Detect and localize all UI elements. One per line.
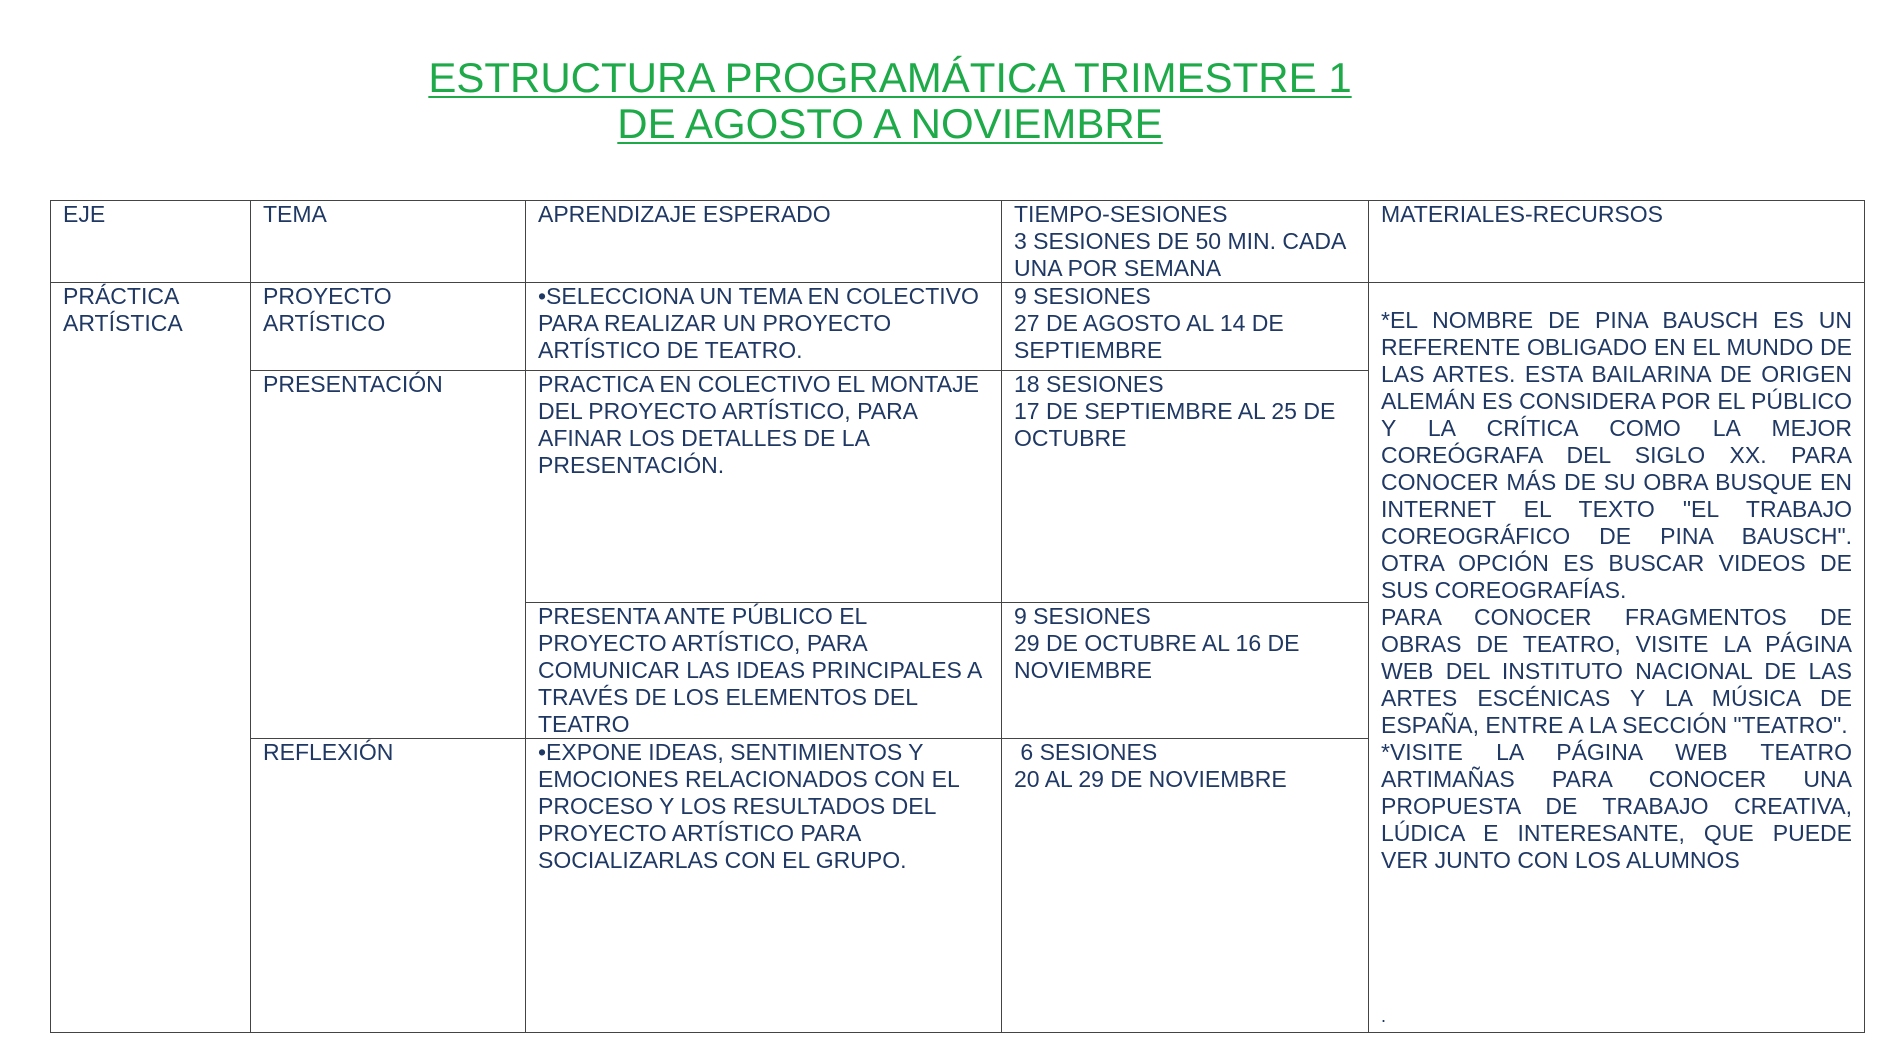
sesiones-count: 9 SESIONES (1014, 603, 1151, 629)
sesiones-dates: 17 DE SEPTIEMBRE AL 25 DE OCTUBRE (1014, 398, 1336, 451)
header-tiempo (1002, 201, 1369, 283)
tiempo-cell (1002, 371, 1369, 603)
aprendizaje-cell: PRESENTA ANTE PÚBLICO EL PROYECTO ARTÍSTICO, PARA COMUNICAR LAS IDEAS PRINCIPALES A TRAVÉS DE LOS ELEMENTOS DEL TEATRO (526, 603, 1002, 739)
eje-cell: PRÁCTICA ARTÍSTICA (51, 283, 251, 1033)
sesiones-dates: 27 DE AGOSTO AL 14 DE SEPTIEMBRE (1014, 310, 1284, 363)
tema-cell: PRESENTACIÓN (251, 371, 526, 739)
tema-cell: REFLEXIÓN (251, 739, 526, 1033)
materiales-paragraph: *EL NOMBRE DE PINA BAUSCH ES UN REFERENTE OBLIGADO EN EL MUNDO DE LAS ARTES. ESTA BAILARINA DE ORIGEN ALEMÁN ES CONSIDERA POR EL PÚBLICO Y LA CRÍTICA COMO LA MEJOR COREÓGRAFA DEL SIGLO XX. PARA CONOCER MÁS DE SU OBRA BUSQUE EN INTERNET EL TEXTO "EL TRABAJO COREOGRÁFICO DE PINA BAUSCH". OTRA OPCIÓN ES BUSCAR VIDEOS DE SUS COREOGRAFÍAS. (1381, 307, 1852, 603)
materiales-paragraph: *VISITE LA PÁGINA WEB TEATRO ARTIMAÑAS PARA CONOCER UNA PROPUESTA DE TRABAJO CREATIVA, LÚDICA E INTERESANTE, QUE PUEDE VER JUNTO CON LOS ALUMNOS (1381, 739, 1852, 873)
materiales-cell (1369, 283, 1865, 1033)
sesiones-dates: 20 AL 29 DE NOVIEMBRE (1014, 766, 1287, 792)
tiempo-cell (1002, 283, 1369, 371)
materiales-paragraph: PARA CONOCER FRAGMENTOS DE OBRAS DE TEATRO, VISITE LA PÁGINA WEB DEL INSTITUTO NACIONAL DE LAS ARTES ESCÉNICAS Y LA MÚSICA DE ESPAÑA, ENTRE A LA SECCIÓN "TEATRO". (1381, 604, 1852, 738)
header-materiales: MATERIALES-RECURSOS (1369, 201, 1865, 283)
aprendizaje-cell: •SELECCIONA UN TEMA EN COLECTIVO PARA REALIZAR UN PROYECTO ARTÍSTICO DE TEATRO. (526, 283, 1002, 371)
document-title (0, 55, 1780, 147)
header-eje: EJE (51, 201, 251, 283)
sesiones-count: 9 SESIONES (1014, 283, 1151, 309)
tiempo-cell (1002, 603, 1369, 739)
header-tiempo-detail: 3 SESIONES DE 50 MIN. CADA UNA POR SEMANA (1014, 228, 1346, 281)
sesiones-count: 18 SESIONES (1014, 371, 1164, 397)
header-row (51, 201, 1865, 283)
title-line-2: DE AGOSTO A NOVIEMBRE (617, 100, 1163, 147)
aprendizaje-cell: PRACTICA EN COLECTIVO EL MONTAJE DEL PROYECTO ARTÍSTICO, PARA AFINAR LOS DETALLES DE LA PRESENTACIÓN. (526, 371, 1002, 603)
header-tema: TEMA (251, 201, 526, 283)
header-aprendizaje: APRENDIZAJE ESPERADO (526, 201, 1002, 283)
sesiones-dates: 29 DE OCTUBRE AL 16 DE NOVIEMBRE (1014, 630, 1300, 683)
table-row (51, 283, 1865, 371)
sesiones-count: 6 SESIONES (1014, 739, 1158, 765)
tema-cell: PROYECTO ARTÍSTICO (251, 283, 526, 371)
title-line-1: ESTRUCTURA PROGRAMÁTICA TRIMESTRE 1 (428, 54, 1352, 101)
aprendizaje-cell: •EXPONE IDEAS, SENTIMIENTOS Y EMOCIONES RELACIONADOS CON EL PROCESO Y LOS RESULTADOS DEL PROYECTO ARTÍSTICO PARA SOCIALIZARLAS CON EL GRUPO. (526, 739, 1002, 1033)
tiempo-cell (1002, 739, 1369, 1033)
program-table (50, 200, 1865, 1033)
trailing-mark: . (1381, 1006, 1387, 1026)
header-tiempo-title: TIEMPO-SESIONES (1014, 201, 1228, 227)
